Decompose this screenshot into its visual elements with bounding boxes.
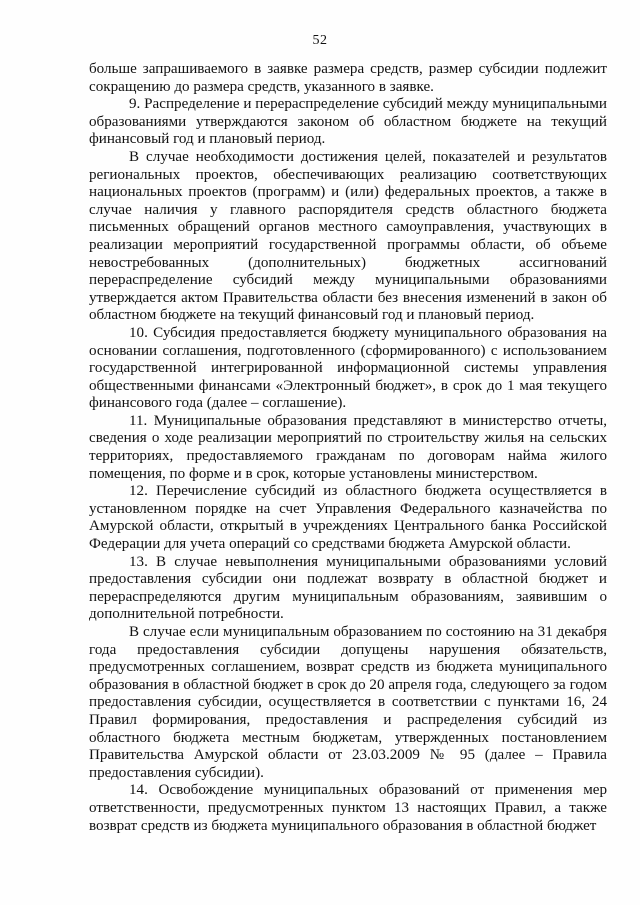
paragraph-12: 12. Перечисление субсидий из областного бюджета осуществляется в установленном порядке на счет Управления Федерального казначейства по Амурской области, открытый в учреждениях Центрального банка Российской Федерации для учета операций со средствами бюджета Амурской области. xyxy=(89,483,607,553)
paragraph-continuation: больше запрашиваемого в заявке размера средств, размер субсидии подлежит сокращению до размера средств, указанного в заявке. xyxy=(89,61,607,95)
paragraph-10: 10. Субсидия предоставляется бюджету муниципального образования на основании соглашения, подготовленного (сформированного) с использованием государственной интегрированной информационной системы управления общественными финансами «Электронный бюджет», в срок до 1 мая текущего финансового года (далее – соглашение). xyxy=(89,324,607,412)
paragraph-9: 9. Распределение и перераспределение субсидий между муниципальными образованиями утверждаются законом об областном бюджете на текущий финансовый год и плановый период. xyxy=(89,96,607,148)
paragraph-13-case: В случае если муниципальным образованием по состоянию на 31 декабря года предоставления субсидии допущены нарушения обязательств, предусмотренных соглашением, возврат средств из бюджета муниципального образования в областной бюджет в срок до 20 апреля года, следующего за годом предоставления субсидии, осуществляется в соответствии с пунктами 16, 24 Правил формирования, предоставления и распределения субсидий из областного бюджета местным бюджетам, утвержденных постановлением Правительства Амурской области от 23.03.2009 № 95 (далее – Правила предоставления субсидии). xyxy=(89,624,607,781)
paragraph-14: 14. Освобождение муниципальных образований от применения мер ответственности, предусмотренных пунктом 13 настоящих Правил, а также возврат средств из бюджета муниципального образования в областной бюджет xyxy=(89,782,607,834)
page-number: 52 xyxy=(312,33,328,48)
paragraph-9-case: В случае необходимости достижения целей, показателей и результатов региональных проектов, обеспечивающих реализацию соответствующих национальных проектов (программ) и (или) федеральных проектов, а также в случае наличия у главного распорядителя средств областного бюджета письменных обращений органов местного самоуправления, участвующих в реализации мероприятий государственной программы области, об объеме невостребованных (дополнительных) бюджетных ассигнований перераспределение субсидий между муниципальными образованиями утверждается актом Правительства области без внесения изменений в закон об областном бюджете на текущий финансовый год и плановый период. xyxy=(89,148,607,324)
paragraph-13: 13. В случае невыполнения муниципальными образованиями условий предоставления субсидии они подлежат возврату в областной бюджет и перераспределяются другим муниципальным образованиям, заявившим о дополнительной потребности. xyxy=(89,553,607,623)
paragraph-11: 11. Муниципальные образования представляют в министерство отчеты, сведения о ходе реализации мероприятий по строительству жилья на сельских территориях, предоставляемого гражданам по договорам найма жилого помещения, по форме и в срок, которые установлены министерством. xyxy=(89,412,607,482)
document-body xyxy=(89,61,607,835)
